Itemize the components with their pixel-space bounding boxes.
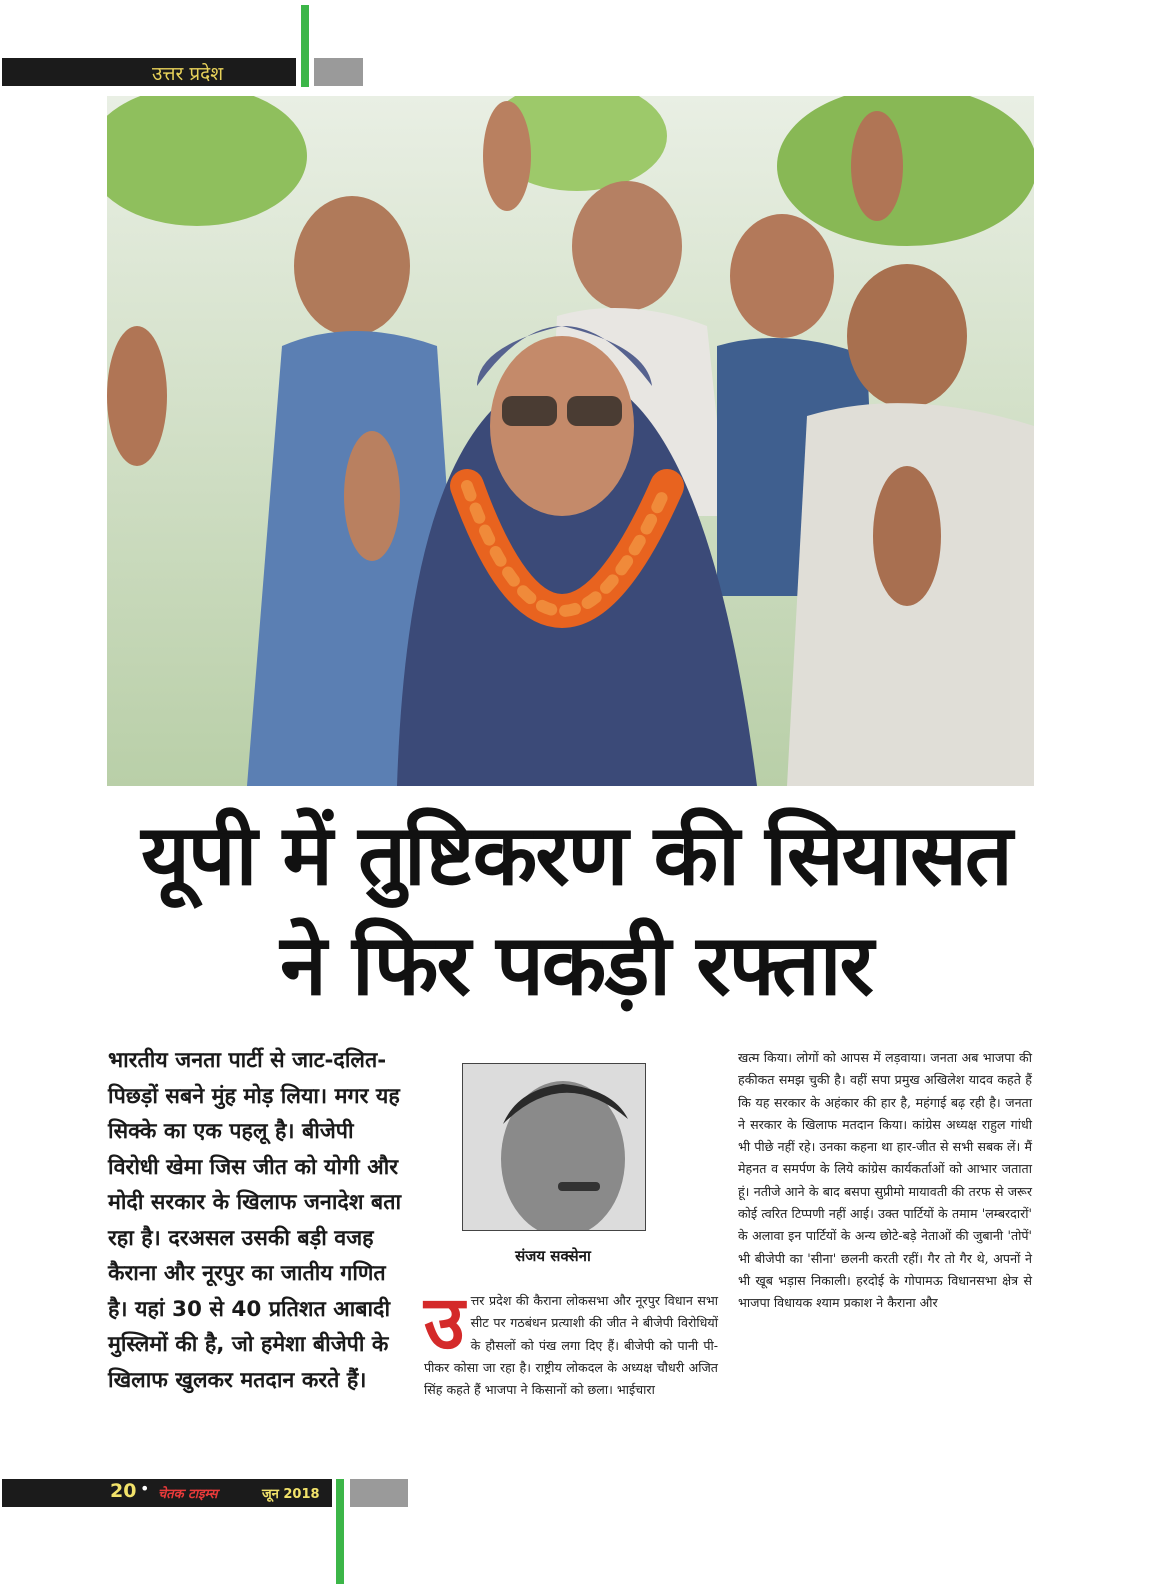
body-column-right: खत्म किया। लोगों को आपस में लड़वाया। जनता अब भाजपा की हकीकत समझ चुकी है। वहीं सपा प्रमुख अखिलेश यादव कहते हैं कि यह सरकार के अहंकार की हार है, महंगाई बढ़ रही है। जनता ने सरकार के खिलाफ मतदान किया। कांग्रेस अध्यक्ष राहुल गांधी भी पीछे नहीं रहे। उनका कहना था हार-जीत से सभी सबक लें। मैं मेहनत व समर्पण के लिये कांग्रेस कार्यकर्ताओं को आभार जताता हूं। नतीजे आने के बाद बसपा सुप्रीमो मायावती की तरफ से जरूर कोई त्वरित टिप्पणी नहीं आई। उक्त पार्टियों के तमाम 'लम्बरदारों' के अलावा इन पार्टियों के अन्य छोटे-बड़े नेताओं की जुबानी 'तोपें' भी बीजेपी का 'सीना' छलनी करती रहीं। गैर तो गैर थे, अपनों ने भी खूब भड़ास निकाली। हरदोई के गोपामऊ विधानसभा क्षेत्र से भाजपा विधायक श्याम प्रकाश ने कैराना और [738,1050,1032,1311]
headline [40,800,1112,1020]
issue-date: जून 2018 [262,1487,320,1502]
footer-accent-stripe [336,1479,344,1584]
author-photo [462,1063,646,1231]
footer-bullet: • [140,1479,150,1498]
main-photo [107,96,1034,786]
body-column-middle [424,1280,718,1401]
headline-line-2: ने फिर पकड़ी रफ्तार [280,916,872,1014]
magazine-logo: चेतक टाइम्स [158,1487,218,1502]
footer-grey-block [350,1479,408,1507]
drop-cap: उ [424,1280,465,1366]
intro-text: भारतीय जनता पार्टी से जाट-दलित-पिछड़ों सबने मुंह मोड़ लिया। मगर यह सिक्के का एक पहलू है। बीजेपी विरोधी खेमा जिस जीत को योगी और मोदी सरकार के खिलाफ जनादेश बता रहा है। दरअसल उसकी बड़ी वजह कैराना और नूरपुर का जातीय गणित है। यहां 30 से 40 प्रतिशत आबादी मुस्लिमों की है, जो हमेशा बीजेपी के खिलाफ खुलकर मतदान करते हैं। [108,1048,402,1393]
body-middle-text: त्तर प्रदेश की कैराना लोकसभा और नूरपुर विधान सभा सीट पर गठबंधन प्रत्याशी की जीत ने बीजेपी विरोधियों के हौसलों को पंख लगा दिए हैं। बीजेपी को पानी पी-पीकर कोसा जा रहा है। राष्ट्रीय लोकदल के अध्यक्ष चौधरी अजित सिंह कहते हैं भाजपा ने किसानों को छला। भाईचारा [424,1293,718,1398]
author-name: संजय सक्सेना [515,1247,591,1265]
headline-line-1: यूपी में तुष्टिकरण की सियासत [141,806,1011,904]
section-header-bar [2,58,296,86]
header-grey-block [314,58,363,86]
header-accent-stripe [301,5,309,87]
section-label: उत्तर प्रदेश [152,63,224,85]
page-number: 20 [110,1480,137,1502]
